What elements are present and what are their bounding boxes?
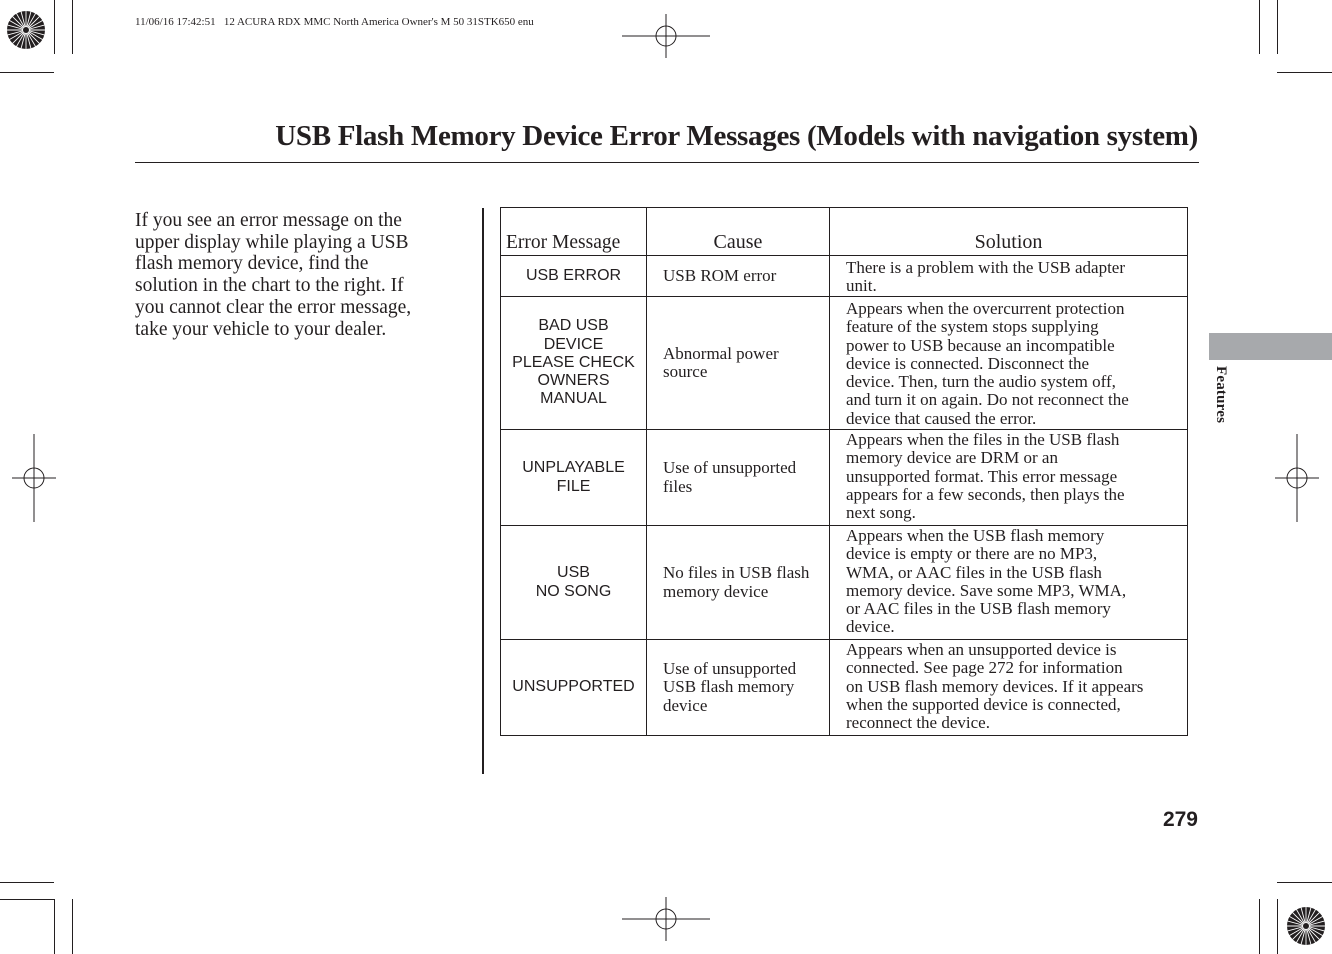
cause-text: USB flash memory (663, 677, 795, 697)
registration-sunburst-bottom-right (1286, 906, 1326, 946)
error-message-text: OWNERS (537, 372, 610, 390)
solution-text: memory device are DRM or an (846, 448, 1058, 468)
page-number: 279 (1162, 808, 1198, 831)
solution-text: power to USB because an incompatible (846, 335, 1115, 355)
intro-paragraph (135, 210, 465, 340)
solution-text: Appears when the files in the USB flash (846, 430, 1120, 449)
section-tab (1209, 333, 1332, 360)
crop-mark (72, 899, 73, 954)
cause-text: Use of unsupported (663, 458, 797, 478)
table-row (501, 430, 1188, 526)
error-message-text: PLEASE CHECK (512, 353, 635, 371)
solution-text: connected. See page 272 for information (846, 658, 1123, 678)
error-message-cell (501, 640, 647, 736)
solution-text: WMA, or AAC files in the USB flash (846, 562, 1102, 582)
error-message-cell (501, 526, 647, 640)
cause-cell (647, 430, 830, 526)
title-divider (135, 162, 1199, 163)
intro-line: take your vehicle to your dealer. (135, 318, 387, 340)
registration-sunburst-top-left (6, 10, 46, 50)
solution-text: unit. (846, 276, 877, 296)
crop-mark (1259, 899, 1260, 954)
error-message-text: USB ERROR (525, 266, 622, 284)
table-row (501, 297, 1188, 430)
print-slug: 11/06/16 17:42:51 12 ACURA RDX MMC North America Owner's M 50 31STK650 enu (135, 16, 534, 28)
cause-cell (647, 256, 830, 297)
solution-text: device. Then, turn the audio system off, (846, 372, 1116, 392)
cause-text: No files in USB flash (663, 563, 810, 583)
table-row (501, 526, 1188, 640)
error-message-text: UNSUPPORTED (512, 678, 635, 696)
intro-line: you cannot clear the error message, (135, 296, 412, 318)
crop-mark (0, 882, 54, 883)
intro-line: flash memory device, find the (135, 253, 369, 275)
crop-mark (0, 899, 54, 900)
intro-line: solution in the chart to the right. If (135, 275, 404, 297)
intro-line: upper display while playing a USB (135, 231, 409, 253)
error-message-text: UNPLAYABLE (522, 459, 625, 477)
error-message-text: FILE (556, 477, 591, 495)
solution-cell (830, 640, 1188, 736)
solution-text: or AAC files in the USB flash memory (846, 599, 1111, 619)
solution-text: unsupported format. This error message (846, 466, 1118, 486)
error-message-text: MANUAL (540, 390, 607, 408)
cause-text: Use of unsupported (663, 659, 797, 679)
crop-mark (1277, 899, 1278, 954)
error-message-cell (501, 430, 647, 526)
error-message-cell (501, 297, 647, 430)
table-header-row (501, 208, 1188, 256)
crop-mark (1277, 72, 1332, 73)
cause-text: device (663, 695, 708, 715)
solution-text: Appears when the overcurrent protection (846, 299, 1125, 318)
table-row (501, 640, 1188, 736)
solution-text: reconnect the device. (846, 713, 990, 733)
crop-mark (0, 72, 54, 73)
table-row (501, 256, 1188, 297)
column-header-solution: Solution (830, 208, 1188, 256)
solution-text: device is connected. Disconnect the (846, 353, 1090, 373)
section-tab-label: Features (1213, 366, 1229, 424)
cause-cell (647, 526, 830, 640)
solution-cell (830, 256, 1188, 297)
solution-text: feature of the system stops supplying (846, 317, 1099, 337)
registration-crosshair-bottom (622, 897, 710, 941)
cause-text: Abnormal power (663, 343, 779, 363)
solution-text: There is a problem with the USB adapter (846, 258, 1126, 277)
crop-mark (1277, 882, 1332, 883)
solution-text: on USB flash memory devices. If it appears (846, 676, 1144, 696)
column-header-cause: Cause (647, 208, 830, 256)
solution-text: next song. (846, 503, 916, 523)
registration-crosshair-top (622, 14, 710, 58)
cause-cell (647, 640, 830, 736)
cause-text: source (663, 362, 708, 381)
crop-mark (1277, 0, 1278, 54)
page-title: USB Flash Memory Device Error Messages (Models with navigation system) (275, 120, 1198, 152)
error-message-text: USB (557, 564, 590, 582)
solution-text: memory device. Save some MP3, WMA, (846, 580, 1127, 600)
crop-mark (54, 0, 55, 54)
cause-text: files (663, 476, 693, 496)
error-message-cell (501, 256, 647, 297)
solution-text: device is empty or there are no MP3, (846, 544, 1098, 564)
cause-text: USB ROM error (663, 265, 777, 285)
solution-cell (830, 297, 1188, 430)
error-message-table (500, 207, 1188, 736)
cause-cell (647, 297, 830, 430)
solution-cell (830, 526, 1188, 640)
solution-text: and turn it on again. Do not reconnect the (846, 390, 1129, 410)
crop-mark (54, 899, 55, 954)
intro-line: If you see an error message on the (135, 210, 402, 231)
cause-text: memory device (663, 581, 769, 601)
registration-crosshair-right (1275, 434, 1319, 522)
column-divider (482, 208, 484, 774)
column-header-error-message: Error Message (501, 208, 647, 256)
solution-text: Appears when the USB flash memory (846, 526, 1105, 545)
registration-crosshair-left (12, 434, 56, 522)
solution-text: device. (846, 617, 895, 637)
solution-text: when the supported device is connected, (846, 694, 1121, 714)
error-message-text: BAD USB (538, 317, 609, 335)
solution-cell (830, 430, 1188, 526)
crop-mark (72, 0, 73, 54)
error-message-text: DEVICE (543, 335, 604, 353)
crop-mark (1259, 0, 1260, 54)
solution-text: device that caused the error. (846, 408, 1037, 428)
solution-text: Appears when an unsupported device is (846, 640, 1117, 659)
solution-text: appears for a few seconds, then plays the (846, 484, 1125, 504)
error-message-text: NO SONG (535, 582, 612, 600)
